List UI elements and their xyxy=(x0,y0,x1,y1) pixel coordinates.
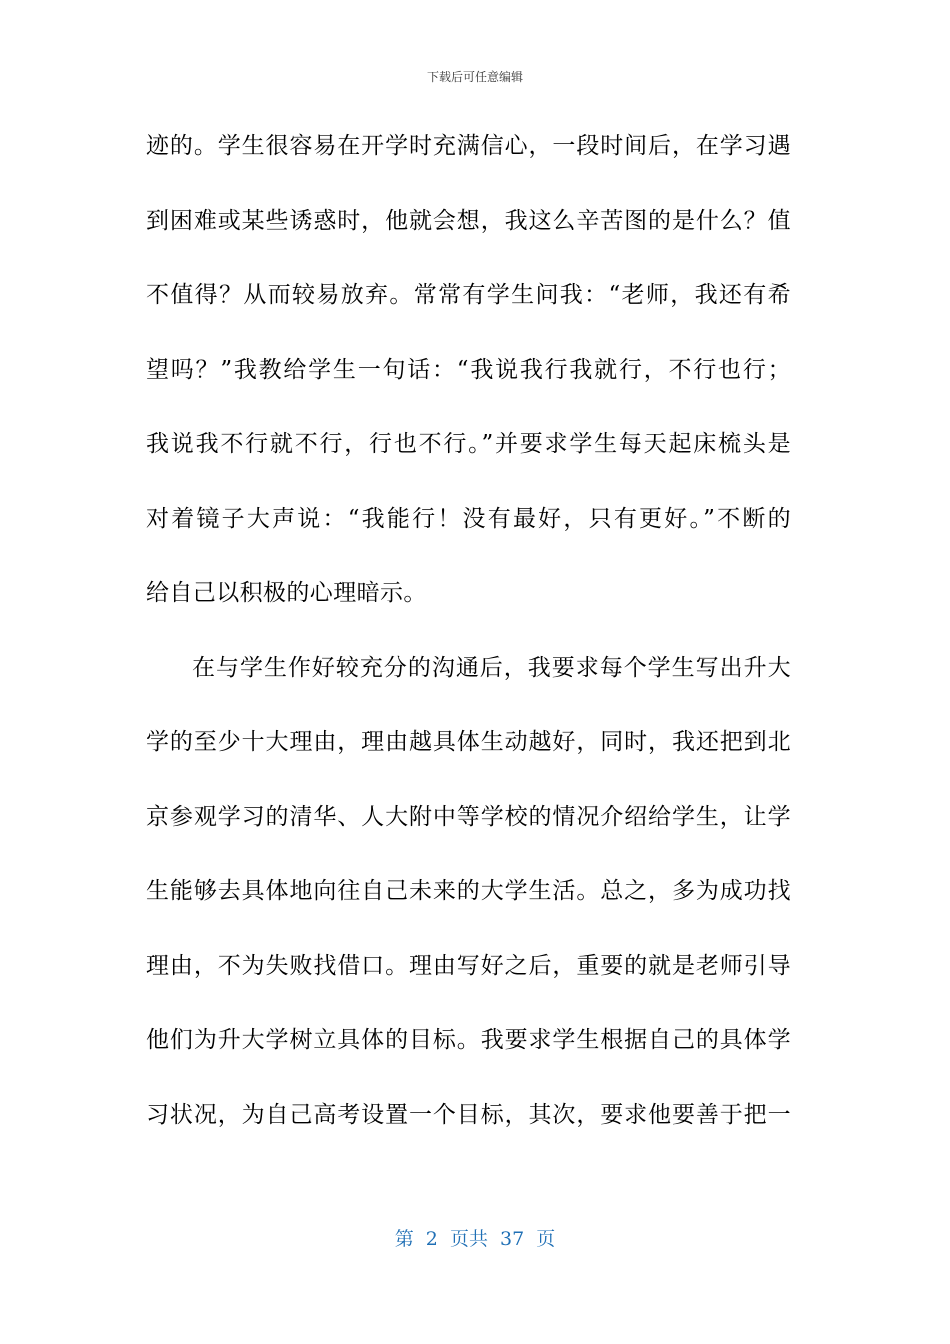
paragraph xyxy=(146,642,791,1164)
text-line: 习状况，为自己高考设置一个目标，其次，要求他要善于把一 xyxy=(146,1101,791,1128)
text-line: 京参观学习的清华、人大附中等学校的情况介绍给学生，让学 xyxy=(146,803,791,830)
text-line: 理由，不为失败找借口。理由写好之后，重要的就是老师引导 xyxy=(146,952,791,979)
document-body xyxy=(146,120,791,1163)
paragraph xyxy=(146,120,791,642)
text-line: 给自己以积极的心理暗示。 xyxy=(146,580,427,606)
text-line: 他们为升大学树立具体的目标。我要求学生根据自己的具体学 xyxy=(146,1027,791,1053)
text-line: 望吗？”我教给学生一句话：“我说我行我就行，不行也行； xyxy=(146,356,791,383)
text-line: 对着镜子大声说：“我能行！没有最好，只有更好。”不断的 xyxy=(146,505,791,532)
text-line: 在与学生作好较充分的沟通后，我要求每个学生写出升大 xyxy=(192,654,791,681)
text-line: 生能够去具体地向往自己未来的大学生活。总之，多为成功找 xyxy=(146,878,791,904)
text-line: 学的至少十大理由，理由越具体生动越好，同时，我还把到北 xyxy=(146,729,791,755)
header-note: 下载后可任意编辑 xyxy=(426,70,523,84)
text-line: 到困难或某些诱惑时，他就会想，我这么辛苦图的是什么？值 xyxy=(146,207,791,234)
text-line: 不值得？从而较易放弃。常常有学生问我：“老师，我还有希 xyxy=(146,282,791,308)
text-line: 我说我不行就不行，行也不行。”并要求学生每天起床梳头是 xyxy=(146,431,791,457)
page-number: 第 2 页共 37 页 xyxy=(394,1228,556,1250)
text-line: 迹的。学生很容易在开学时充满信心，一段时间后，在学习遇 xyxy=(146,133,791,159)
